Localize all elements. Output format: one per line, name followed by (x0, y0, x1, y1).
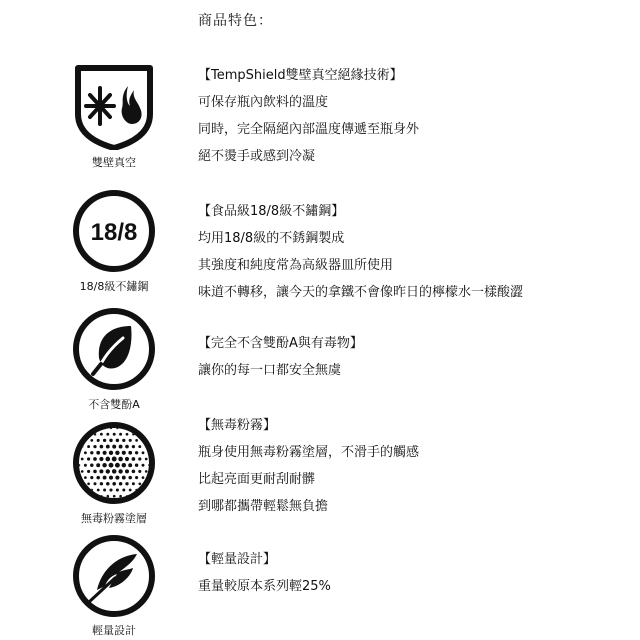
feature-line: 同時，完全隔絕內部溫度傳遞至瓶身外 (198, 122, 420, 137)
pattern-dot (112, 482, 116, 486)
page-heading: 商品特色： (198, 13, 273, 29)
feature-label: 不含雙酚A (88, 398, 140, 411)
feature-line: 讓你的每一口都安全無虞 (198, 363, 342, 378)
pattern-dot (142, 464, 145, 467)
pattern-dot (87, 470, 90, 473)
pattern-dot (152, 446, 154, 448)
pattern-dot (81, 433, 83, 435)
pattern-dot (132, 470, 136, 474)
feature-line: 到哪都攜帶輕鬆無負擔 (198, 499, 329, 514)
pattern-dot (118, 457, 123, 462)
pattern-dot (100, 433, 103, 436)
feature-title: 【食品級18/8級不鏽鋼】 (198, 204, 345, 219)
pattern-dot (106, 445, 110, 449)
pattern-dot (138, 445, 141, 448)
pattern-dot (113, 433, 116, 436)
feature-icon-lightweight (68, 534, 160, 638)
pattern-dot (112, 445, 116, 449)
feature-line: 均用18/8級的不銹鋼製成 (198, 231, 345, 246)
feature-label: 輕量設計 (92, 624, 136, 637)
powder-coat-dots-icon (71, 420, 157, 506)
pattern-dot (84, 451, 87, 454)
pattern-dot (87, 457, 90, 460)
feature-line: 瓶身使用無毒粉霧塗層，不滑手的觸感 (198, 445, 420, 460)
pattern-dot (129, 489, 132, 492)
pattern-dot (128, 463, 132, 467)
feature-icon-powder-coat (68, 420, 160, 526)
feature-line: 絕不燙手或感到冷凝 (198, 149, 316, 164)
pattern-dot (84, 476, 87, 479)
pattern-dot (148, 439, 150, 441)
shield-snowflake-flame-icon (72, 62, 156, 150)
pattern-dot (87, 445, 90, 448)
pattern-dot (96, 451, 100, 455)
pattern-dot (78, 427, 79, 428)
feature-icon-stainless (68, 188, 160, 294)
pattern-dot (115, 451, 119, 455)
pattern-dot (84, 464, 87, 467)
pattern-dot (78, 489, 80, 491)
pattern-dot (96, 463, 100, 467)
pattern-dot (109, 463, 114, 468)
pattern-dot (103, 451, 107, 455)
pattern-dot (106, 469, 110, 473)
feature-line: 味道不轉移，讓今天的拿鐵不會像昨日的檸檬水一樣酸澀 (198, 285, 524, 300)
pattern-dot (145, 495, 147, 497)
pattern-dot (149, 489, 151, 491)
feature-line: 重量較原本系列輕25% (198, 579, 331, 594)
pattern-dot (90, 451, 93, 454)
pattern-dot (152, 483, 154, 485)
pattern-dot (97, 439, 100, 442)
pattern-dot (135, 451, 138, 454)
feature-label: 無毒粉霧塗層 (81, 512, 147, 525)
pattern-dot (139, 495, 141, 497)
feature-text-lightweight (198, 546, 331, 600)
feature-title: 【完全不含雙酚A與有毒物】 (198, 336, 363, 351)
pattern-dot (119, 495, 122, 498)
feature-text-stainless (198, 198, 523, 306)
pattern-dot (132, 482, 135, 485)
pattern-dot (152, 433, 153, 434)
pattern-dot (125, 469, 129, 473)
feature-line: 可保存瓶內飲料的溫度 (198, 95, 329, 110)
feature-title: 【輕量設計】 (198, 552, 277, 567)
pattern-dot (145, 433, 147, 435)
pattern-dot (90, 463, 93, 466)
pattern-dot (93, 482, 96, 485)
pattern-dot (135, 463, 138, 466)
pattern-dot (138, 482, 141, 485)
pattern-dot (99, 457, 103, 461)
pattern-dot (118, 469, 122, 473)
pattern-dot (106, 495, 109, 498)
pattern-dot (119, 482, 123, 486)
pattern-dot (132, 457, 136, 461)
feature-title: 【無毒粉霧】 (198, 418, 277, 433)
pattern-dot (142, 451, 145, 454)
feature-line: 其強度和純度常為高級器皿所使用 (198, 258, 394, 273)
feature-icon (71, 534, 157, 618)
feature-icon-bpa-free (68, 306, 160, 412)
pattern-dot (149, 427, 150, 428)
pattern-dot (145, 458, 148, 461)
feature-label: 18/8級不鏽鋼 (79, 280, 149, 293)
pattern-dot (135, 476, 138, 479)
pattern-dot (132, 445, 135, 448)
pattern-dot (93, 457, 97, 461)
pattern-dot (100, 445, 104, 449)
pattern-dot (138, 470, 141, 473)
pattern-dot (99, 469, 103, 473)
stainless-18-8-badge-icon (71, 188, 157, 274)
pattern-dot (119, 433, 122, 436)
feature-text-powder-coat (198, 412, 419, 520)
pattern-dot (142, 476, 145, 479)
feature-title: 【TempShield雙壁真空絕緣技術】 (198, 68, 403, 83)
pattern-dot (96, 476, 100, 480)
pattern-dot (81, 458, 84, 461)
pattern-dot (126, 433, 129, 436)
pattern-dot (122, 463, 126, 467)
pattern-dot (106, 482, 110, 486)
pattern-dot (87, 482, 90, 485)
pattern-dot (125, 445, 129, 449)
pattern-dot (135, 439, 138, 442)
pattern-dot (103, 439, 106, 442)
pattern-dot (97, 489, 100, 492)
leaf-icon (71, 306, 157, 392)
feature-text-vacuum (198, 62, 419, 170)
badge-text: 18/8 (90, 219, 138, 246)
pattern-dot (103, 476, 107, 480)
pattern-dot (102, 463, 106, 467)
pattern-dot (145, 470, 148, 473)
pattern-dot (122, 439, 125, 442)
pattern-dot (103, 488, 106, 491)
pattern-dot (109, 439, 112, 442)
pattern-dot (138, 457, 141, 460)
pattern-dot (116, 488, 119, 491)
pattern-dot (109, 451, 113, 455)
pattern-dot (122, 476, 126, 480)
pattern-dot (129, 439, 132, 442)
pattern-dot (105, 457, 110, 462)
pattern-dot (128, 451, 132, 455)
pattern-dot (152, 496, 153, 497)
pattern-dot (93, 470, 97, 474)
pattern-dot (125, 482, 128, 485)
pattern-dot (106, 433, 109, 436)
pattern-dot (142, 427, 144, 429)
pattern-dot (115, 463, 120, 468)
pattern-dot (81, 470, 84, 473)
pattern-dot (122, 489, 125, 492)
pattern-dot (112, 469, 117, 474)
pattern-dot (122, 451, 126, 455)
pattern-dot (113, 495, 116, 498)
pattern-dot (115, 476, 119, 480)
pattern-dot (116, 439, 119, 442)
feature-icon-vacuum (68, 62, 160, 170)
pattern-dot (100, 482, 103, 485)
pattern-dot (90, 439, 93, 442)
feature-label: 雙壁真空 (92, 156, 136, 169)
pattern-dot (125, 457, 129, 461)
feature-line: 比起亮面更耐刮耐髒 (198, 472, 316, 487)
pattern-dot (90, 476, 93, 479)
pattern-dot (109, 488, 112, 491)
pattern-dot (81, 495, 83, 497)
pattern-dot (128, 476, 132, 480)
pattern-dot (109, 476, 113, 480)
pattern-dot (119, 445, 123, 449)
pattern-dot (93, 445, 96, 448)
pattern-dot (85, 427, 87, 429)
pattern-dot (112, 457, 117, 462)
feature-text-bpa-free (198, 330, 363, 384)
